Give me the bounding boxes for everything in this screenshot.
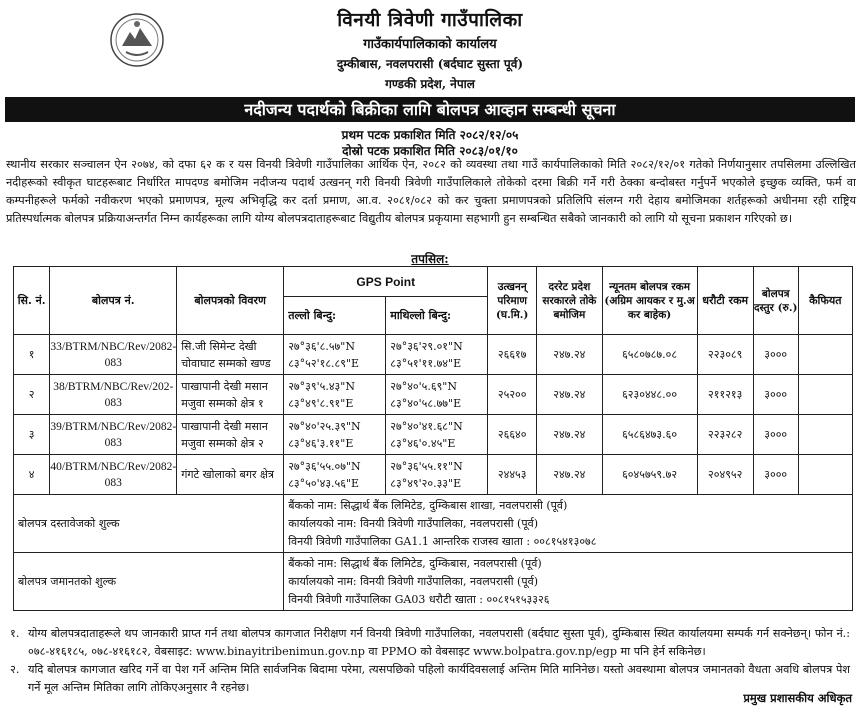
latitude: २७°३९'५.४३"N bbox=[288, 379, 355, 393]
signatory-title: प्रमुख प्रशासकीय अधिकृत bbox=[743, 691, 852, 705]
note-text: योग्य बोलपत्रदाताहरूले थप जानकारी प्राप्त गर्न तथा बोलपत्र कागजात निरीक्षण गर्न विनयी त्रिवेणी गाउँपालिका, नवलपरासी (बर्दघाट सुस्ता पूर्व), दुम्किबास स्थित कार्यालयमा सम्पर्क गर्न सक्नेछन्। फोन नं.: ०७८-४१६१८५, ०७८-४१६१८२, वेबसाइट: www.binayitribenimun.gov.np वा PPMO को वेबसाइट www.bolpatra.gov.np/egp मा पनि हेर्न सकिनेछ। bbox=[28, 627, 850, 658]
table-row bbox=[14, 375, 853, 415]
longitude: ८३°५२'१८.८९"E bbox=[288, 356, 360, 370]
table-row bbox=[14, 455, 853, 495]
row-deposit: २२३२८२ bbox=[697, 415, 753, 455]
latitude: २७°४०'२५.३९"N bbox=[288, 419, 361, 433]
table-row bbox=[14, 415, 853, 455]
row-quantity: २६६१७ bbox=[488, 335, 537, 375]
header-fee: बोलपत्र दस्तुर (रु.) bbox=[753, 267, 798, 335]
note-number: १. bbox=[10, 627, 20, 640]
row-fee: ३००० bbox=[753, 375, 798, 415]
row-deposit: २२३०८९ bbox=[697, 335, 753, 375]
letterhead bbox=[0, 4, 860, 96]
longitude: ८३°५१'११.७४"E bbox=[390, 356, 462, 370]
details-heading: तपसिल: bbox=[411, 252, 449, 266]
row-deposit: २०४९५२ bbox=[697, 455, 753, 495]
bid-security-office: कार्यालयको नाम: विनयी त्रिवेणी गाउँपालिका, नवलपरासी (पूर्व) bbox=[288, 574, 538, 588]
bid-security-label: बोलपत्र जमानतको शुल्क bbox=[14, 553, 284, 611]
longitude: ८३°४०'५८.७७"E bbox=[390, 396, 462, 410]
header-quantity: उत्खनन् परिमाण (घ.मि.) bbox=[488, 267, 537, 335]
header-sn: सि. नं. bbox=[14, 267, 50, 335]
row-bid-no: 40/BTRM/NBC/Rev/2082-083 bbox=[50, 455, 177, 495]
row-fee: ३००० bbox=[753, 415, 798, 455]
doc-fee-account: विनयी त्रिवेणी गाउँपालिका GA1.1 आन्तरिक राजस्व खाता : ००८१५४१३०७८ bbox=[288, 534, 597, 548]
note-number: २. bbox=[10, 663, 20, 676]
table-row bbox=[14, 335, 853, 375]
row-sn: १ bbox=[14, 335, 50, 375]
municipality-title: विनयी त्रिवेणी गाउँपालिका bbox=[337, 9, 523, 31]
row-lower-point bbox=[284, 455, 386, 495]
row-lower-point bbox=[284, 335, 386, 375]
row-quantity: २६६४० bbox=[488, 415, 537, 455]
longitude: ८३°४९'८.९१"E bbox=[288, 396, 354, 410]
row-fee: ३००० bbox=[753, 335, 798, 375]
bid-security-details bbox=[284, 553, 853, 611]
office-name: गाउँकार्यपालिकाको कार्यालय bbox=[363, 37, 497, 52]
row-upper-point bbox=[386, 335, 488, 375]
row-bid-no: 33/BTRM/NBC/Rev/2082-083 bbox=[50, 335, 177, 375]
doc-fee-label: बोलपत्र दस्तावेजको शुल्क bbox=[14, 495, 284, 553]
row-min-amount: ६०४५७५९.७२ bbox=[602, 455, 697, 495]
header-min-amount: न्यूनतम बोलपत्र रकम (अग्रिम आयकर र मु.अ कर बाहेक) bbox=[602, 267, 697, 335]
row-description: गंगटे खोलाको बगर क्षेत्र bbox=[177, 455, 284, 495]
longitude: ८३°४९'२०.३३"E bbox=[390, 476, 462, 490]
row-description: सि.जी सिमेन्ट देखी चोवाघाट सम्मको खण्ड bbox=[177, 335, 284, 375]
latitude: २७°३६'२९.०१"N bbox=[390, 339, 463, 353]
row-upper-point bbox=[386, 415, 488, 455]
header-description: बोलपत्रको विवरण bbox=[177, 267, 284, 335]
note-text: यदि बोलपत्र कागजात खरिद गर्ने वा पेश गर्ने अन्तिम मिति सार्वजनिक बिदामा परेमा, त्यसपछिको पहिलो कार्यदिवसलाई अन्तिम मिति मानिनेछ। यस्तो अवस्थामा बोलपत्र जमानतको वैधता अवधि बोलपत्र पेश गर्ने मूल अन्तिम मितिका लागि तोकिएअनुसार नै रहनेछ। bbox=[28, 663, 850, 694]
note-item bbox=[10, 625, 850, 661]
latitude: २७°४०'५.६९"N bbox=[390, 379, 457, 393]
longitude: ८३°५०'४३.५६"E bbox=[288, 476, 360, 490]
row-upper-point bbox=[386, 455, 488, 495]
row-description: पाखापानी देखी मसान मजुवा सम्मको क्षेत्र १ bbox=[177, 375, 284, 415]
row-bid-no: 39/BTRM/NBC/Rev/2082-083 bbox=[50, 415, 177, 455]
row-fee: ३००० bbox=[753, 455, 798, 495]
doc-fee-bank: बैंकको नाम: सिद्धार्थ बैंक लिमिटेड, दुम्किबास शाखा, नवलपरासी (पूर्व) bbox=[288, 498, 568, 512]
province-name: गण्डकी प्रदेश, नेपाल bbox=[385, 77, 475, 91]
row-rate: २४७.२४ bbox=[537, 375, 603, 415]
bid-table bbox=[13, 266, 853, 611]
row-deposit: २११२१३ bbox=[697, 375, 753, 415]
row-bid-no: 38/BTRM/NBC/Rev/202-083 bbox=[50, 375, 177, 415]
row-upper-point bbox=[386, 375, 488, 415]
row-min-amount: ६५८०७८७.०८ bbox=[602, 335, 697, 375]
row-rate: २४७.२४ bbox=[537, 415, 603, 455]
header-rate: दररेट प्रदेश सरकारले तोके बमोजिम bbox=[537, 267, 603, 335]
latitude: २७°३६'५५.०७"N bbox=[288, 459, 361, 473]
doc-fee-office: कार्यालयको नाम: विनयी त्रिवेणी गाउँपालिका, नवलपरासी (पूर्व) bbox=[288, 516, 538, 530]
first-publication-date: प्रथम पटक प्रकाशित मिति २०८२/१२/०५ bbox=[341, 128, 519, 142]
row-lower-point bbox=[284, 415, 386, 455]
row-quantity: २५२०० bbox=[488, 375, 537, 415]
doc-fee-details bbox=[284, 495, 853, 553]
header-remarks: कैफियत bbox=[798, 267, 852, 335]
intro-paragraph: स्थानीय सरकार सञ्चालन ऐन २०७४, को दफा ६२ क र यस विनयी त्रिवेणी गाउँपालिका आर्थिक ऐन, २०८२ को व्यवस्था तथा गाउँ कार्यपालिकाको मिति २०८२/१२/०१ गतेको निर्णयानुसार तपसिलमा उल्लिखित नदीहरूको स्वीकृत घाटहरूबाट निर्धारित मापदण्ड बमोजिम नदीजन्य पदार्थ उत्खनन् गरी विनयी त्रिवेणी गाउँपालिकाले तोकेको दरमा बिक्री गर्ने गरी ठेक्का बन्दोबस्त गर्नुपर्ने भएकोले इच्छुक व्यक्ति, फर्म वा कम्पनीहरूले फर्मको नवीकरण भएको प्रमाणपत्र, मूल्य अभिवृद्धि कर दर्ता प्रमाण, आ.व. २०८१/०८२ को कर चुक्ता प्रमाणपत्रको प्रतिलिपि संलग्न गरी देहाय बमोजिमका शर्तहरूको अधीनमा रही राष्ट्रिय प्रतिस्पर्धात्मक बोलपत्र प्रक्रियाअन्तर्गत निम्न कार्यहरूका लागि योग्य बोलपत्रदाताहरूबाट विद्युतीय बोलपत्र प्रकृयामा सहभागी हुन सम्बन्धित सबैको जानकारी को लागि यो सूचना प्रकाशन गरिएको छ। bbox=[6, 158, 856, 225]
notice-banner: नदीजन्य पदार्थको बिक्रीका लागि बोलपत्र आव्हान सम्बन्धी सूचना bbox=[5, 97, 855, 122]
bid-security-account: विनयी त्रिवेणी गाउँपालिका GA03 धरौटी खाता : ००८१५१५३३२६ bbox=[288, 592, 550, 606]
office-address: दुम्कीबास, नवलपरासी (बर्दघाट सुस्ता पूर्व) bbox=[336, 57, 524, 71]
row-lower-point bbox=[284, 375, 386, 415]
header-bid-no: बोलपत्र नं. bbox=[50, 267, 177, 335]
header-deposit: धरौटी रकम bbox=[697, 267, 753, 335]
latitude: २७°३६'५५.११"N bbox=[390, 459, 463, 473]
row-min-amount: ६५८६४७३.६० bbox=[602, 415, 697, 455]
notes bbox=[10, 625, 850, 697]
bid-security-bank: बैंकको नाम: सिद्धार्थ बैंक लिमिटेड, दुम्किबास, नवलपरासी (पूर्व) bbox=[288, 556, 542, 570]
row-sn: ३ bbox=[14, 415, 50, 455]
header-gps: GPS Point bbox=[284, 267, 488, 297]
second-publication-date: दोस्रो पटक प्रकाशित मिति २०८३/०१/१० bbox=[342, 144, 518, 158]
header-upper-point: माथिल्लो बिन्दु: bbox=[386, 297, 488, 335]
row-rate: २४७.२४ bbox=[537, 455, 603, 495]
row-remarks bbox=[798, 375, 852, 415]
row-min-amount: ६२३०४४८.०० bbox=[602, 375, 697, 415]
row-remarks bbox=[798, 415, 852, 455]
header-lower-point: तल्लो बिन्दु: bbox=[284, 297, 386, 335]
row-rate: २४७.२४ bbox=[537, 335, 603, 375]
row-remarks bbox=[798, 455, 852, 495]
latitude: २७°३६'८.५७"N bbox=[288, 339, 355, 353]
row-quantity: २४४५३ bbox=[488, 455, 537, 495]
note-item bbox=[10, 661, 850, 697]
latitude: २७°४०'४१.६८"N bbox=[390, 419, 463, 433]
row-sn: ४ bbox=[14, 455, 50, 495]
row-remarks bbox=[798, 335, 852, 375]
row-description: पाखापानी देखी मसान मजुवा सम्मको क्षेत्र २ bbox=[177, 415, 284, 455]
longitude: ८३°४६'०.४५"E bbox=[390, 436, 456, 450]
longitude: ८३°४६'३.११"E bbox=[288, 436, 354, 450]
row-sn: २ bbox=[14, 375, 50, 415]
